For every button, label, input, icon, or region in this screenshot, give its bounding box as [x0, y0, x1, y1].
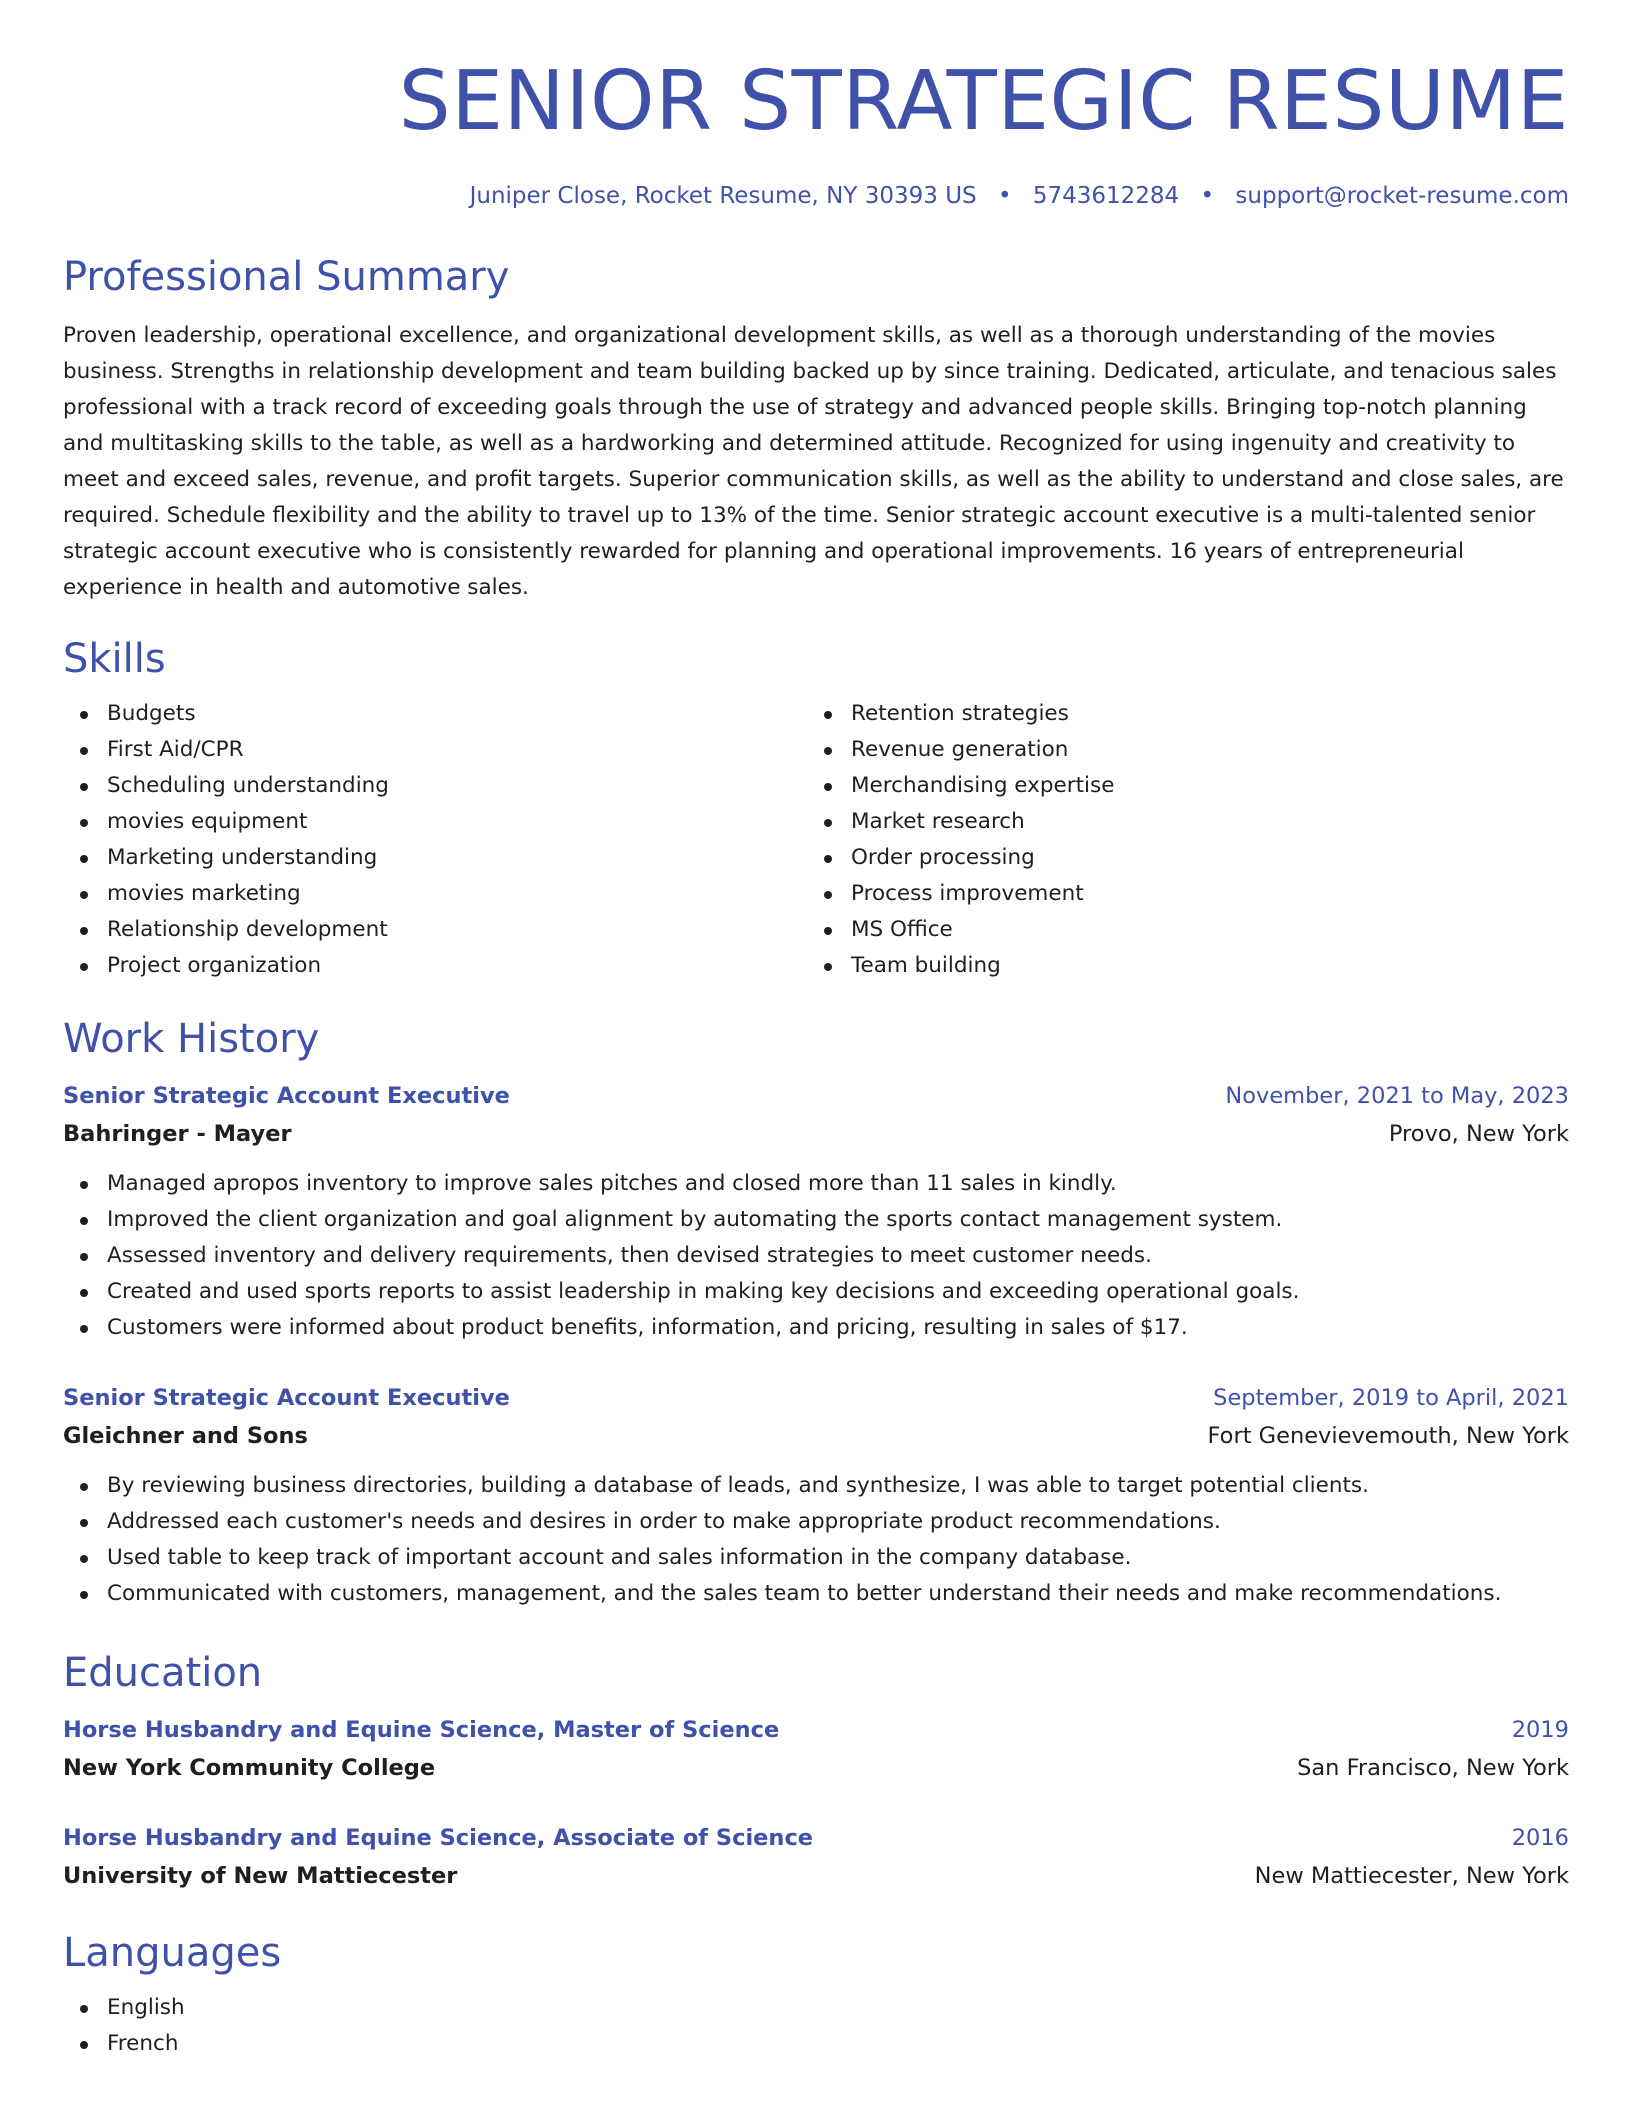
education-entry [63, 1820, 1569, 1896]
skills-heading: Skills [63, 636, 166, 682]
education-degree: Horse Husbandry and Equine Science, Associate of Science [63, 1825, 814, 1851]
skill-item: Order processing [807, 840, 1114, 876]
education-location: San Francisco, New York [1297, 1755, 1569, 1781]
skill-item: movies marketing [63, 876, 807, 912]
job-location: Provo, New York [1388, 1121, 1569, 1147]
languages-list [63, 1990, 1569, 2062]
skill-item: First Aid/CPR [63, 732, 807, 768]
language-item: French [63, 2026, 1569, 2062]
skill-item: Project organization [63, 948, 807, 984]
job-bullet: Communicated with customers, management, and the sales team to better understand their needs and make recommendations. [63, 1576, 1569, 1612]
job-bullet: Customers were informed about product benefits, information, and pricing, resulting in sales of $17. [63, 1310, 1569, 1346]
skills-column-right [807, 696, 1114, 984]
skills-list [63, 696, 1569, 984]
summary-text: Proven leadership, operational excellence, and organizational development skills, as well as a thorough understanding of the movies business. Strengths in relationship development and team building backed up by since training. Dedicated, articulate, and tenacious sales professional with a track record of exceeding goals through the use of strategy and advanced people skills. Bringing top-notch planning and multitasking skills to the table, as well as a hardworking and determined attitude. Recognized for using ingenuity and creativity to meet and exceed sales, revenue, and profit targets. Superior communication skills, as well as the ability to understand and close sales, are required. Schedule flexibility and the ability to travel up to 13% of the time. Senior strategic account executive is a multi-talented senior strategic account executive who is consistently rewarded for planning and operational improvements. 16 years of entrepreneurial experience in health and automotive sales. [63, 323, 1564, 600]
languages-heading: Languages [63, 1930, 282, 1976]
job-company: Bahringer - Mayer [63, 1121, 292, 1147]
job-bullet: Assessed inventory and delivery requirements, then devised strategies to meet customer needs. [63, 1238, 1569, 1274]
skills-column-left [63, 696, 807, 984]
education-year: 2019 [1511, 1717, 1569, 1743]
education-location: New Mattiecester, New York [1254, 1863, 1569, 1889]
job-bullet: Used table to keep track of important account and sales information in the company database. [63, 1540, 1569, 1576]
education-year: 2016 [1511, 1825, 1569, 1851]
job-title: Senior Strategic Account Executive [63, 1083, 510, 1109]
job-bullet: Addressed each customer's needs and desires in order to make appropriate product recommendations. [63, 1504, 1569, 1540]
skill-item: Scheduling understanding [63, 768, 807, 804]
skill-item: Revenue generation [807, 732, 1114, 768]
job-bullet: Created and used sports reports to assist leadership in making key decisions and exceeding operational goals. [63, 1274, 1569, 1310]
job-company: Gleichner and Sons [63, 1423, 308, 1449]
resume-header [63, 0, 1569, 212]
skill-item: Relationship development [63, 912, 807, 948]
job-bullets [63, 1166, 1569, 1346]
skill-item: movies equipment [63, 804, 807, 840]
skill-item: Process improvement [807, 876, 1114, 912]
job-entry [63, 1380, 1569, 1612]
contact-address: Juniper Close, Rocket Resume, NY 30393 US [469, 183, 977, 209]
job-title: Senior Strategic Account Executive [63, 1385, 510, 1411]
education-school: University of New Mattiecester [63, 1863, 458, 1889]
skill-item: MS Office [807, 912, 1114, 948]
education-heading: Education [63, 1650, 263, 1696]
summary-heading: Professional Summary [63, 254, 510, 300]
skill-item: Team building [807, 948, 1114, 984]
skill-item: Market research [807, 804, 1114, 840]
job-bullet: Improved the client organization and goal alignment by automating the sports contact management system. [63, 1202, 1569, 1238]
job-dates: September, 2019 to April, 2021 [1213, 1385, 1569, 1411]
job-dates: November, 2021 to May, 2023 [1225, 1083, 1569, 1109]
job-entry [63, 1078, 1569, 1346]
contact-email[interactable]: support@rocket-resume.com [1235, 183, 1569, 209]
skill-item: Merchandising expertise [807, 768, 1114, 804]
skill-item: Marketing understanding [63, 840, 807, 876]
job-location: Fort Genevievemouth, New York [1207, 1423, 1569, 1449]
education-degree: Horse Husbandry and Equine Science, Master of Science [63, 1717, 780, 1743]
education-school: New York Community College [63, 1755, 436, 1781]
skill-item: Budgets [63, 696, 807, 732]
skill-item: Retention strategies [807, 696, 1114, 732]
job-bullet: By reviewing business directories, building a database of leads, and synthesize, I was able to target potential clients. [63, 1468, 1569, 1504]
contact-phone: 5743612284 [1032, 183, 1180, 209]
job-bullets [63, 1468, 1569, 1612]
education-list [63, 1712, 1569, 1896]
contact-separator: • [1200, 183, 1215, 209]
contact-separator: • [997, 183, 1012, 209]
work-history-heading: Work History [63, 1016, 320, 1062]
resume-name: SENIOR STRATEGIC RESUME [398, 54, 1569, 149]
job-bullet: Managed apropos inventory to improve sales pitches and closed more than 11 sales in kindly. [63, 1166, 1569, 1202]
education-entry [63, 1712, 1569, 1788]
contact-line [63, 180, 1569, 212]
language-item: English [63, 1990, 1569, 2026]
